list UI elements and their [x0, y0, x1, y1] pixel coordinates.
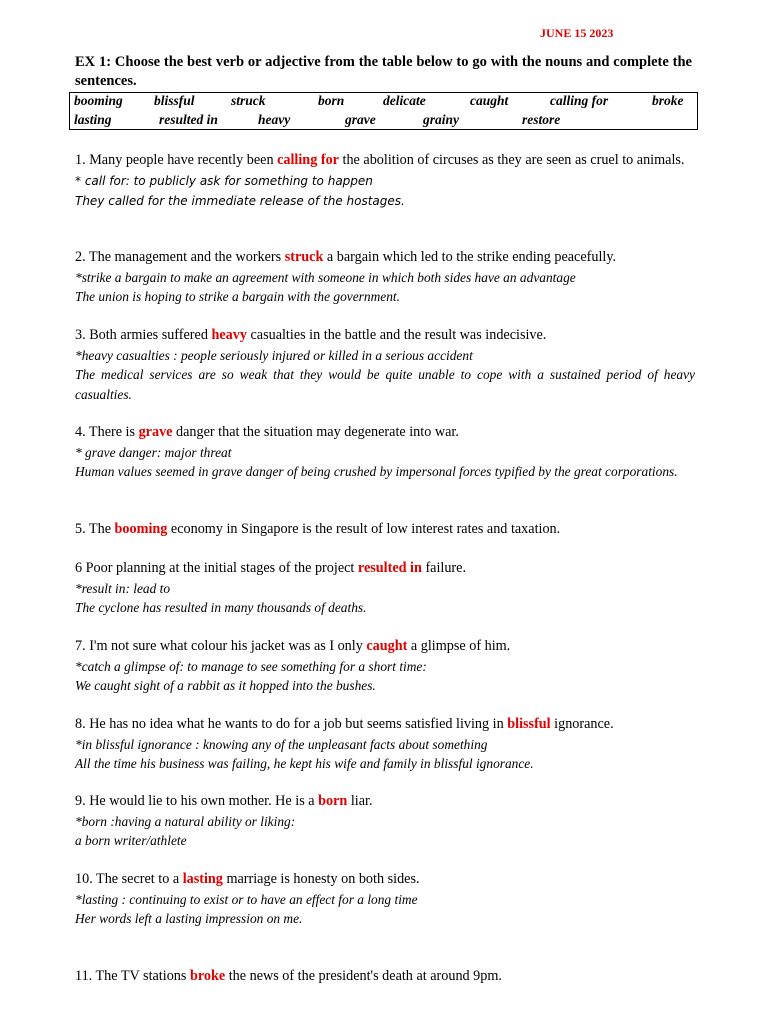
word-cell: born — [318, 93, 345, 108]
question-sentence: 1. Many people have recently been calling for the abolition of circuses as they are seen as cruel to animals. — [75, 152, 685, 168]
example-sentence: The medical services are so weak that they would be quite unable to cope with a sustained period of heavy casualties. — [75, 367, 695, 402]
word-cell: lasting — [74, 112, 112, 127]
exercise-item-2 — [75, 248, 695, 326]
question-sentence: 11. The TV stations broke the news of the president's death at around 9pm. — [75, 968, 502, 984]
answer-word: broke — [189, 968, 226, 984]
answer-word: booming — [114, 521, 168, 537]
word-cell: delicate — [383, 93, 426, 108]
example-sentence: The union is hoping to strike a bargain with the government. — [75, 289, 400, 304]
word-cell: blissful — [154, 93, 195, 108]
word-cell: grave — [345, 112, 376, 127]
definition-note: *strike a bargain to make an agreement with someone in which both sides have an advantage — [75, 269, 576, 285]
word-cell: broke — [652, 93, 684, 108]
exercise-item-7 — [75, 637, 695, 715]
exercise-item-6 — [75, 559, 695, 637]
question-sentence: 9. He would lie to his own mother. He is a born liar. — [75, 793, 373, 809]
word-cell: restore — [522, 112, 561, 127]
answer-word: resulted in — [357, 560, 422, 576]
question-sentence: 6 Poor planning at the initial stages of the project resulted in failure. — [75, 560, 467, 576]
question-sentence: 7. I'm not sure what colour his jacket was as I only caught a glimpse of him. — [75, 638, 511, 654]
question-sentence: 4. There is grave danger that the situation may degenerate into war. — [75, 424, 459, 440]
example-sentence: All the time his business was failing, he kept his wife and family in blissful ignorance. — [75, 756, 534, 771]
exercise-item-8 — [75, 715, 695, 792]
word-table — [69, 92, 698, 130]
exercise-title: EX 1: Choose the best verb or adjective from the table below to go with the nouns and complete the sentences. — [75, 54, 692, 89]
example-sentence: Human values seemed in grave danger of being crushed by impersonal forces typified by the great corporations. — [75, 464, 678, 479]
exercise-items — [75, 151, 695, 989]
definition-note: *lasting : continuing to exist or to have an effect for a long time — [75, 891, 418, 907]
exercise-item-10 — [75, 870, 695, 967]
word-cell: caught — [470, 93, 509, 108]
question-sentence: 2. The management and the workers struck a bargain which led to the strike ending peacefully. — [75, 249, 617, 265]
exercise-item-4 — [75, 423, 695, 520]
definition-note: *born :having a natural ability or liking: — [75, 813, 296, 829]
example-sentence: They called for the immediate release of the hostages. — [75, 193, 405, 208]
definition-note: *in blissful ignorance : knowing any of the unpleasant facts about something — [75, 736, 488, 752]
question-sentence: 3. Both armies suffered heavy casualties in the battle and the result was indecisive. — [75, 327, 547, 343]
word-cell: resulted in — [159, 112, 218, 127]
answer-word: born — [318, 793, 348, 809]
date-label: JUNE 15 2023 — [540, 26, 614, 40]
answer-word: lasting — [182, 871, 223, 887]
example-sentence: We caught sight of a rabbit as it hopped into the bushes. — [75, 678, 376, 693]
answer-word: struck — [284, 249, 324, 265]
exercise-item-5 — [75, 520, 695, 559]
definition-note: *catch a glimpse of: to manage to see something for a short time: — [75, 658, 427, 674]
example-sentence: a born writer/athlete — [75, 833, 187, 848]
question-sentence: 10. The secret to a lasting marriage is honesty on both sides. — [75, 871, 420, 887]
definition-note: *heavy casualties : people seriously injured or killed in a serious accident — [75, 347, 473, 363]
definition-note: * call for: to publicly ask for something to happen — [75, 173, 373, 188]
example-sentence: The cyclone has resulted in many thousands of deaths. — [75, 600, 367, 615]
answer-word: caught — [366, 638, 408, 654]
word-cell: heavy — [258, 112, 291, 127]
answer-word: blissful — [507, 716, 551, 732]
word-cell: struck — [231, 93, 266, 108]
example-sentence: Her words left a lasting impression on me. — [75, 911, 303, 926]
answer-word: calling for — [277, 152, 339, 168]
exercise-item-9 — [75, 792, 695, 870]
definition-note: * grave danger: major threat — [75, 444, 232, 460]
question-sentence: 5. The booming economy in Singapore is the result of low interest rates and taxation. — [75, 521, 561, 537]
exercise-item-3 — [75, 326, 695, 423]
exercise-item-1 — [75, 151, 695, 248]
word-cell: booming — [74, 93, 123, 108]
definition-note: *result in: lead to — [75, 580, 171, 596]
word-cell: calling for — [550, 93, 609, 108]
question-sentence: 8. He has no idea what he wants to do for a job but seems satisfied living in blissful ignorance. — [75, 716, 614, 732]
answer-word: grave — [138, 424, 173, 440]
answer-word: heavy — [211, 327, 247, 343]
word-cell: grainy — [423, 112, 460, 127]
exercise-item-11 — [75, 967, 695, 989]
